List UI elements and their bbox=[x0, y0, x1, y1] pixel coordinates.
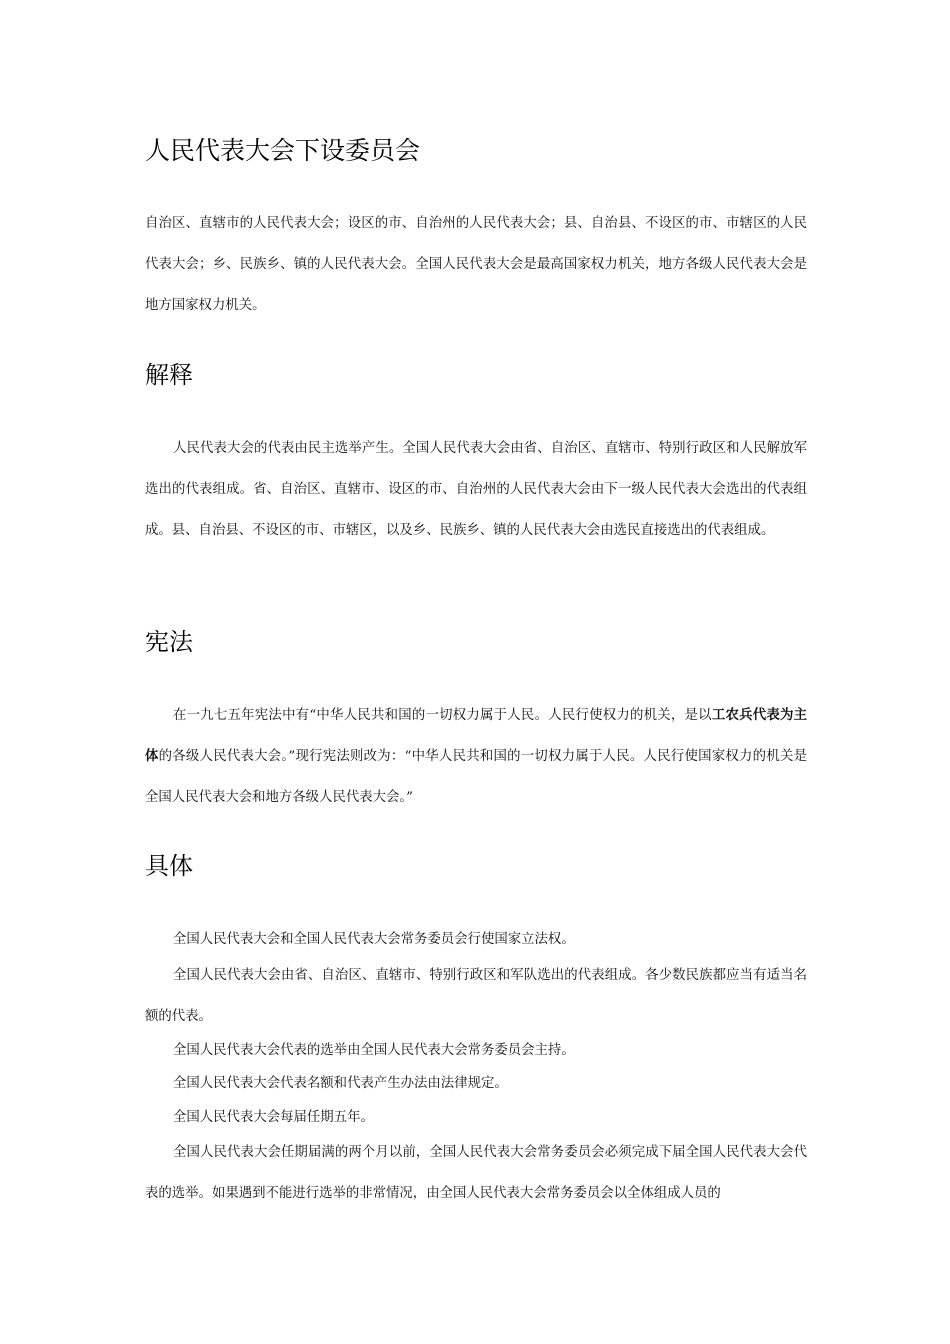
intro-paragraph: 自治区、直辖市的人民代表大会；设区的市、自治州的人民代表大会；县、自治县、不设区的市、市辖区的人民代表大会；乡、民族乡、镇的人民代表大会。全国人民代表大会是最高国家权力机关，地方各级人民代表大会是地方国家权力机关。 bbox=[145, 216, 807, 313]
heading-specific: 具体 bbox=[145, 852, 193, 880]
heading-explain: 解释 bbox=[145, 361, 193, 389]
constitution-text-bold: 工农兵代表为主体 bbox=[145, 707, 808, 764]
specific-paragraph-4: 全国人民代表大会代表名额和代表产生办法由法律规定。 bbox=[173, 1076, 508, 1091]
specific-paragraph-2: 全国人民代表大会由省、自治区、直辖市、特别行政区和军队选出的代表组成。各少数民族都应当有适当名额的代表。 bbox=[145, 968, 807, 1024]
specific-paragraph-5: 全国人民代表大会每届任期五年。 bbox=[173, 1110, 374, 1125]
specific-paragraph-6: 全国人民代表大会任期届满的两个月以前，全国人民代表大会常务委员会必须完成下届全国人民代表大会代表的选举。如果遇到不能进行选举的非常情况，由全国人民代表大会常务委员会以全体组成人员的 bbox=[145, 1145, 807, 1201]
specific-paragraph-3: 全国人民代表大会代表的选举由全国人民代表大会常务委员会主持。 bbox=[173, 1043, 575, 1058]
heading-constitution: 宪法 bbox=[145, 628, 193, 656]
constitution-paragraph bbox=[145, 695, 807, 818]
constitution-text-after: 的各级人民代表大会。”现行宪法则改为：“中华人民共和国的一切权力属于人民。人民行使国家权力的机关是全国人民代表大会和地方各级人民代表大会。” bbox=[145, 749, 807, 805]
explain-paragraph: 人民代表大会的代表由民主选举产生。全国人民代表大会由省、自治区、直辖市、特别行政区和人民解放军选出的代表组成。省、自治区、直辖市、设区的市、自治州的人民代表大会由下一级人民代表大会选出的代表组成。县、自治县、不设区的市、市辖区，以及乡、民族乡、镇的人民代表大会由选民直接选出的代表组成。 bbox=[145, 441, 807, 538]
constitution-text-before: 在一九七五年宪法中有“中华人民共和国的一切权力属于人民。人民行使权力的机关，是以 bbox=[173, 708, 712, 723]
page-title: 人民代表大会下设委员会 bbox=[145, 136, 421, 165]
specific-paragraph-1: 全国人民代表大会和全国人民代表大会常务委员会行使国家立法权。 bbox=[173, 932, 575, 947]
